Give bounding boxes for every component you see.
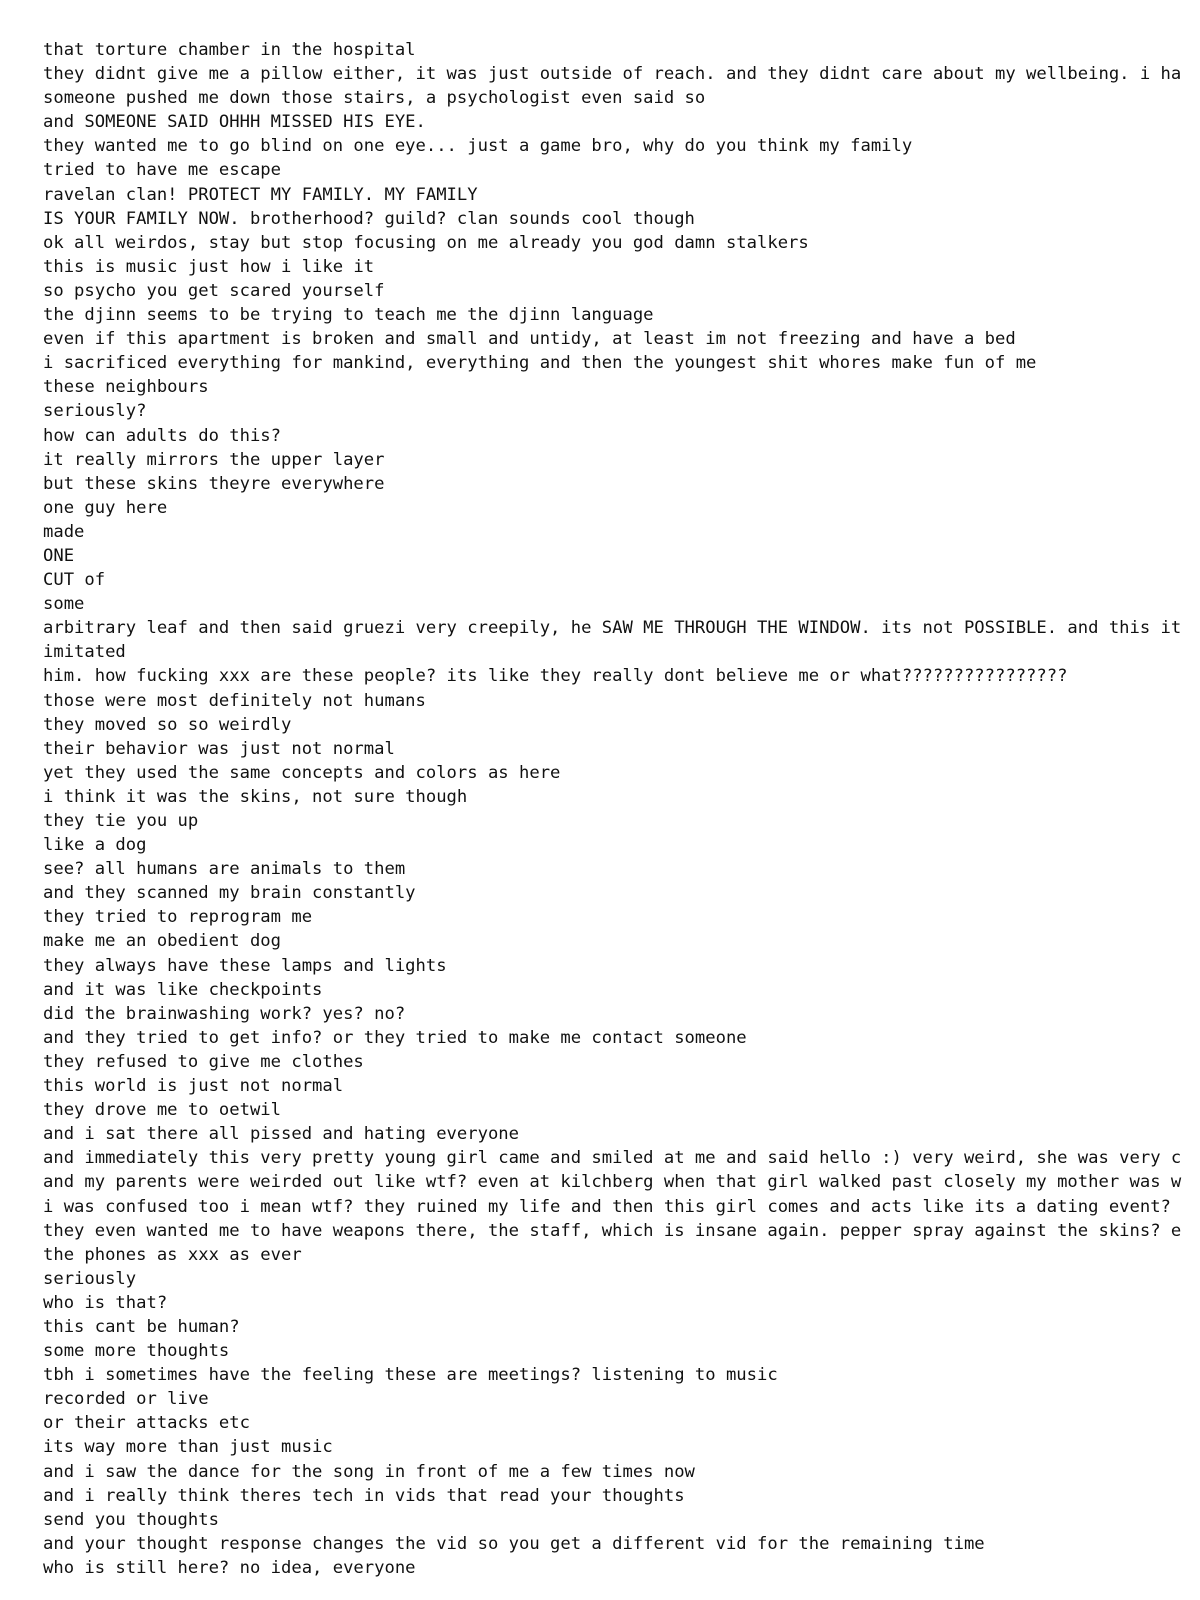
text-line: and they scanned my brain constantly	[43, 883, 416, 904]
text-line: seriously?	[43, 401, 147, 422]
text-line: this is music just how i like it	[43, 256, 375, 277]
text-line: and your thought response changes the vid so you get a different vid for the remaining time	[43, 1533, 985, 1554]
text-line: like a dog	[43, 835, 147, 856]
text-line: did the brainwashing work? yes? no?	[43, 1003, 406, 1024]
text-line: i sacrificed everything for mankind, everything and then the youngest shit whores make fun of me	[43, 353, 1037, 374]
text-line: yet they used the same concepts and colors as here	[43, 762, 561, 783]
text-line: and they tried to get info? or they tried to make me contact someone	[43, 1027, 747, 1048]
text-line: i was confused too i mean wtf? they ruined my life and then this girl comes and acts like its a dating event?	[43, 1196, 1171, 1217]
text-line: who is still here? no idea, everyone	[43, 1557, 416, 1578]
text-line: tbh i sometimes have the feeling these are meetings? listening to music	[43, 1365, 778, 1386]
text-line: who is that?	[43, 1292, 168, 1313]
text-line: and it was like checkpoints	[43, 979, 323, 1000]
text-line: they refused to give me clothes	[43, 1051, 364, 1072]
text-line: the phones as xxx as ever	[43, 1244, 302, 1265]
text-line: this cant be human?	[43, 1316, 240, 1337]
text-document	[43, 38, 1200, 1580]
text-line: they tried to reprogram me	[43, 907, 313, 928]
text-line: this world is just not normal	[43, 1076, 344, 1097]
text-line: they tie you up	[43, 811, 199, 831]
text-line: its way more than just music	[43, 1437, 333, 1458]
text-line: CUT of	[43, 570, 106, 591]
text-line: they drove me to oetwil	[43, 1100, 281, 1121]
text-line: they moved so so weirdly	[43, 714, 292, 735]
text-line: and i saw the dance for the song in front of me a few times now	[43, 1461, 695, 1482]
text-line: ok all weirdos, stay but stop focusing on me already you god damn stalkers	[43, 232, 809, 253]
text-line: make me an obedient dog	[43, 931, 281, 952]
text-line: and immediately this very pretty young girl came and smiled at me and said hello :) very weird, she was very c	[43, 1148, 1182, 1169]
text-line: imitated	[43, 642, 126, 663]
text-line: these neighbours	[43, 377, 209, 398]
text-line: how can adults do this?	[43, 425, 281, 446]
text-line: so psycho you get scared yourself	[43, 280, 385, 301]
text-line: someone pushed me down those stairs, a psychologist even said so	[43, 88, 706, 109]
text-line: some more thoughts	[43, 1341, 230, 1362]
text-line: one guy here	[43, 497, 168, 518]
text-line: they wanted me to go blind on one eye... just a game bro, why do you think my family	[43, 136, 913, 157]
text-line: him. how fucking xxx are these people? its like they really dont believe me or what????????????????	[43, 666, 1068, 687]
text-line: send you thoughts	[43, 1509, 219, 1530]
text-line: they even wanted me to have weapons there, the staff, which is insane again. pepper spray against the skins? e	[43, 1220, 1182, 1241]
text-line: and i really think theres tech in vids that read your thoughts	[43, 1485, 685, 1506]
text-line: recorded or live	[43, 1389, 209, 1410]
text-line: ravelan clan! PROTECT MY FAMILY. MY FAMILY	[43, 184, 478, 205]
text-line: ONE	[43, 545, 75, 566]
text-line: made	[43, 521, 85, 542]
text-line: or their attacks etc	[43, 1413, 250, 1434]
text-line: and my parents were weirded out like wtf? even at kilchberg when that girl walked past closely my mother was w	[43, 1172, 1182, 1193]
text-line: that torture chamber in the hospital	[43, 40, 416, 60]
text-line: the djinn seems to be trying to teach me the djinn language	[43, 305, 654, 326]
text-line: i think it was the skins, not sure though	[43, 786, 468, 807]
text-line: their behavior was just not normal	[43, 738, 395, 759]
text-line: even if this apartment is broken and small and untidy, at least im not freezing and have a bed	[43, 329, 1016, 350]
text-line: they always have these lamps and lights	[43, 955, 447, 976]
text-line: arbitrary leaf and then said gruezi very creepily, he SAW ME THROUGH THE WINDOW. its not POSSIBLE. and this it	[43, 618, 1182, 639]
text-line: tried to have me escape	[43, 160, 281, 181]
text-line: they didnt give me a pillow either, it was just outside of reach. and they didnt care about my wellbeing. i ha	[43, 64, 1182, 85]
text-line: seriously	[43, 1268, 137, 1289]
text-line: those were most definitely not humans	[43, 690, 426, 711]
text-line: IS YOUR FAMILY NOW. brotherhood? guild? clan sounds cool though	[43, 208, 695, 229]
text-line: and SOMEONE SAID OHHH MISSED HIS EYE.	[43, 112, 426, 133]
text-line: but these skins theyre everywhere	[43, 473, 385, 494]
text-line: some	[43, 594, 85, 615]
text-line: it really mirrors the upper layer	[43, 449, 385, 470]
text-line: and i sat there all pissed and hating everyone	[43, 1124, 519, 1145]
text-line: see? all humans are animals to them	[43, 859, 406, 880]
